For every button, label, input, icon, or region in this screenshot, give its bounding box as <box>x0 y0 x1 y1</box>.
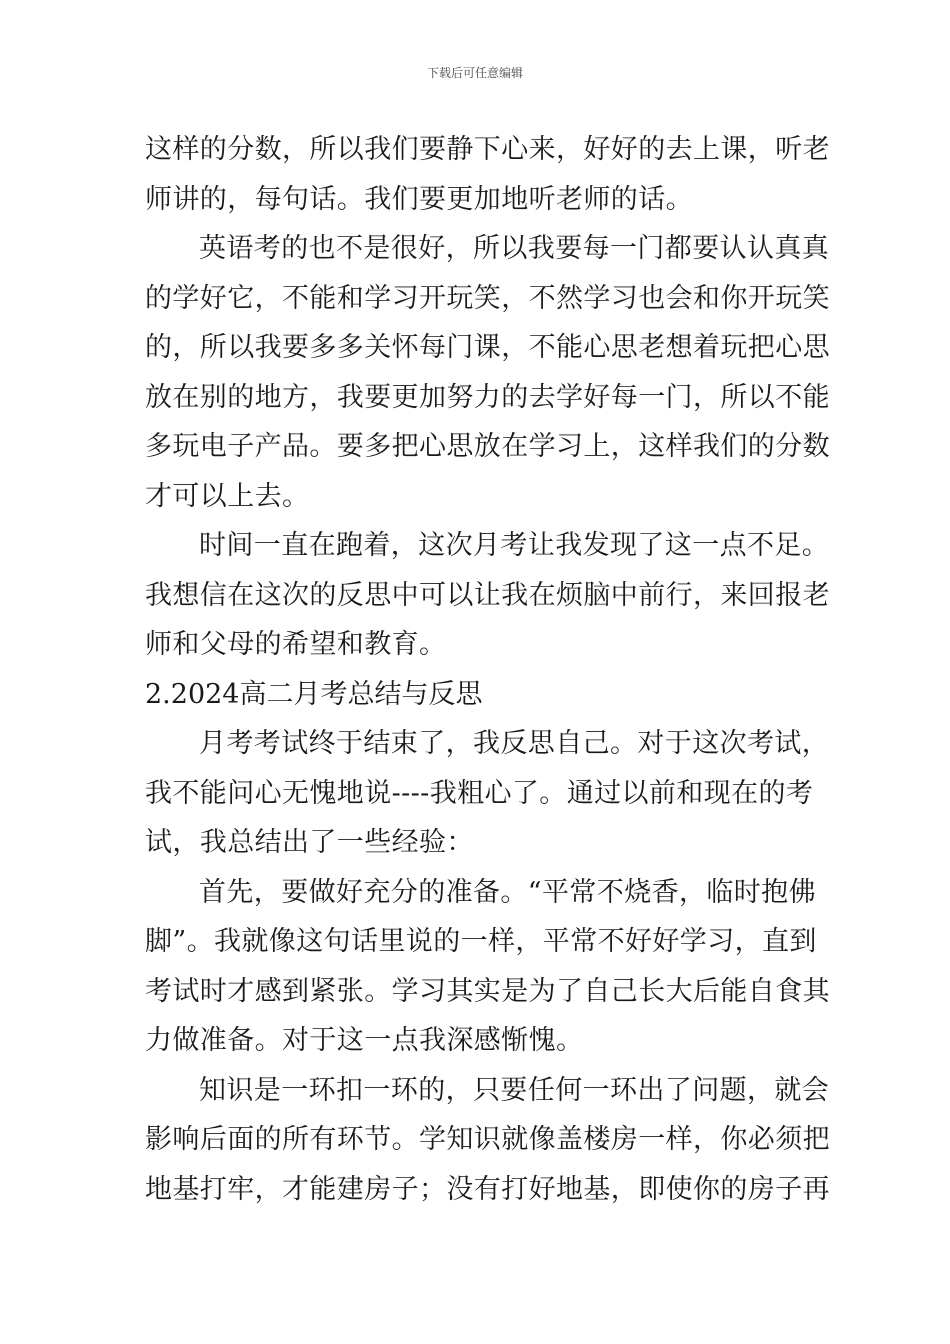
page-header: 下载后可任意编辑 <box>426 66 523 80</box>
body-line: 影响后面的所有环节。学知识就像盖楼房一样，你必须把 <box>145 1124 830 1155</box>
body-line: 才可以上去。 <box>145 480 310 512</box>
paragraph-start-line: 时间一直在跑着，这次月考让我发现了这一点不足。 <box>199 530 830 561</box>
paragraph-start-line: 月考考试终于结束了，我反思自己。对于这次考试， <box>199 728 830 759</box>
body-line: 的，所以我要多多关怀每门课，不能心思老想着玩把心思 <box>145 332 830 363</box>
document-body <box>145 125 830 1214</box>
body-line: 这样的分数，所以我们要静下心来，好好的去上课，听老 <box>145 134 830 165</box>
body-line: 师和父母的希望和教育。 <box>145 629 447 660</box>
body-line: 我想信在这次的反思中可以让我在烦脑中前行，来回报老 <box>145 579 830 611</box>
section-heading: 2.2024高二月考总结与反思 <box>145 678 483 710</box>
body-line: 试，我总结出了一些经验： <box>145 827 474 858</box>
paragraph-start-line: 首先，要做好充分的准备。“平常不烧香，临时抱佛 <box>199 876 817 908</box>
body-line: 脚”。我就像这句话里说的一样，平常不好好学习，直到 <box>145 926 817 957</box>
body-line: 力做准备。对于这一点我深感惭愧。 <box>145 1025 584 1056</box>
body-line: 放在别的地方，我要更加努力的去学好每一门，所以不能 <box>145 381 830 413</box>
body-line: 我不能问心无愧地说----我粗心了。通过以前和现在的考 <box>145 777 814 809</box>
body-line: 师讲的，每句话。我们要更加地听老师的话。 <box>145 183 693 215</box>
body-line: 考试时才感到紧张。学习其实是为了自己长大后能自食其 <box>145 975 830 1007</box>
paragraph-start-line: 英语考的也不是很好，所以我要每一门都要认认真真 <box>199 233 830 264</box>
body-line: 多玩电子产品。要多把心思放在学习上，这样我们的分数 <box>145 431 830 462</box>
paragraph-start-line: 知识是一环扣一环的，只要任何一环出了问题，就会 <box>199 1074 830 1106</box>
body-line: 的学好它，不能和学习开玩笑，不然学习也会和你开玩笑 <box>145 282 830 314</box>
body-line: 地基打牢，才能建房子；没有打好地基，即使你的房子再 <box>145 1173 830 1205</box>
